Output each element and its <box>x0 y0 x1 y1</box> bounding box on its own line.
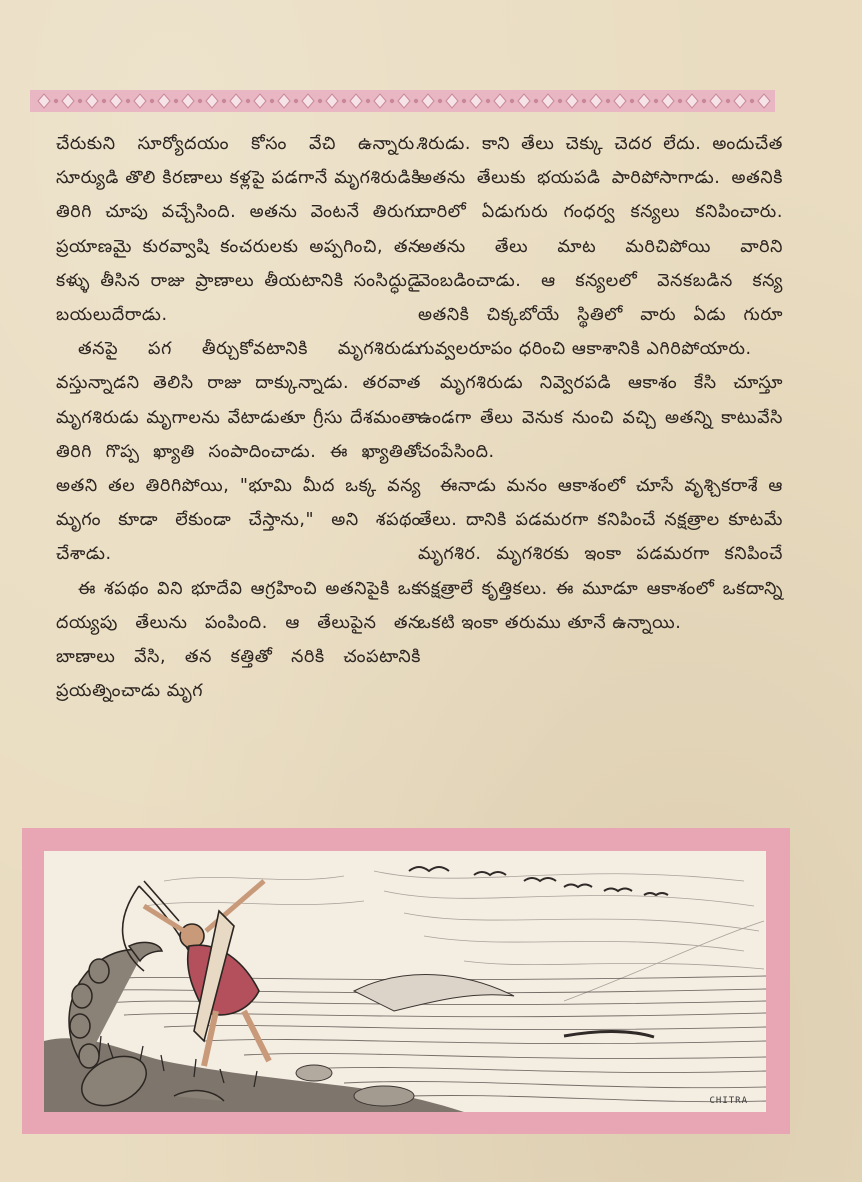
diamond-pattern-icon <box>30 90 775 112</box>
illustration-frame <box>22 828 790 1134</box>
illustration <box>44 851 766 1112</box>
article-right-column <box>418 127 783 640</box>
article-paragraph: మృగశిరుడు నివ్వెరపడి ఆకాశం కేసి చూస్తూ ఉండగా తేలు వెనుక నుంచి వచ్చి అతన్ని కాటువేసి చంపేసింది. <box>418 373 783 462</box>
article-left-column <box>56 127 421 708</box>
scorpion-hunter-seascape-image <box>44 851 766 1112</box>
article-paragraph: తనపై పగ తీర్చుకోవటానికి మృగశిరుడు వస్తున్నాడని తెలిసి రాజు దాక్కున్నాడు. తరవాత మృగశిరుడు మృగాలను వేటాడుతూ గ్రీసు దేశమంతా తిరిగి గొప్ప ఖ్యాతి సంపాదించాడు. ఈ ఖ్యాతితో అతని తల తిరిగిపోయి, "భూమి మీద ఒక్క వన్య మృగం కూడా లేకుండా చేస్తాను," అని శపథం చేశాడు. <box>56 339 421 565</box>
article-paragraph: చేరుకుని సూర్యోదయం కోసం వేచి ఉన్నారు. సూర్యుడి తొలి కిరణాలు కళ్లపై పడగానే మృగశిరుడికి తిరిగి చూపు వచ్చేసింది. అతను వెంటనే తిరుగు ప్రయాణమై కురవ్వాషి కంచరులకు అప్పగించి, తన కళ్ళు తీసిన రాజు ప్రాణాలు తీయటానికి సంసిద్ధుడై బయలుదేరాడు. <box>56 134 421 326</box>
article-paragraph: ఈనాడు మనం ఆకాశంలో చూసే వృశ్చికరాశే ఆ తేలు. దానికి పడమరగా కనిపించే నక్షత్రాల కూటమే మృగశిర. మృగశిరకు ఇంకా పడమరగా కనిపించే నక్షత్రాలే కృత్తికలు. ఈ మూడూ ఆకాశంలో ఒకదాన్ని ఒకటి ఇంకా తరుము తూనే ఉన్నాయి. <box>418 476 783 633</box>
artist-signature: CHITRA <box>709 1096 748 1106</box>
decorative-border-strip <box>30 90 775 112</box>
article-paragraph: ఈ శపథం విని భూదేవి ఆగ్రహించి అతనిపైకి ఒక దయ్యపు తేలును పంపింది. ఆ తేలుపైన తన బాణాలు వేసి, తన కత్తితో నరికి చంపటానికి ప్రయత్నించాడు మృగ <box>56 578 421 702</box>
article-paragraph: శిరుడు. కాని తేలు చెక్కు చెదర లేదు. అందుచేత అతను తేలుకు భయపడి పారిపోసాగాడు. అతనికి దారిలో ఏడుగురు గంధర్వ కన్యలు కనిపించారు. అతను తేలు మాట మరిచిపోయి వారిని వెంబడించాడు. ఆ కన్యలలో వెనకబడిన కన్య అతనికి చిక్కబోయే స్థితిలో వారు ఏడు గురూ గువ్వలరూపం ధరించి ఆకాశానికి ఎగిరిపోయారు. <box>418 134 783 360</box>
